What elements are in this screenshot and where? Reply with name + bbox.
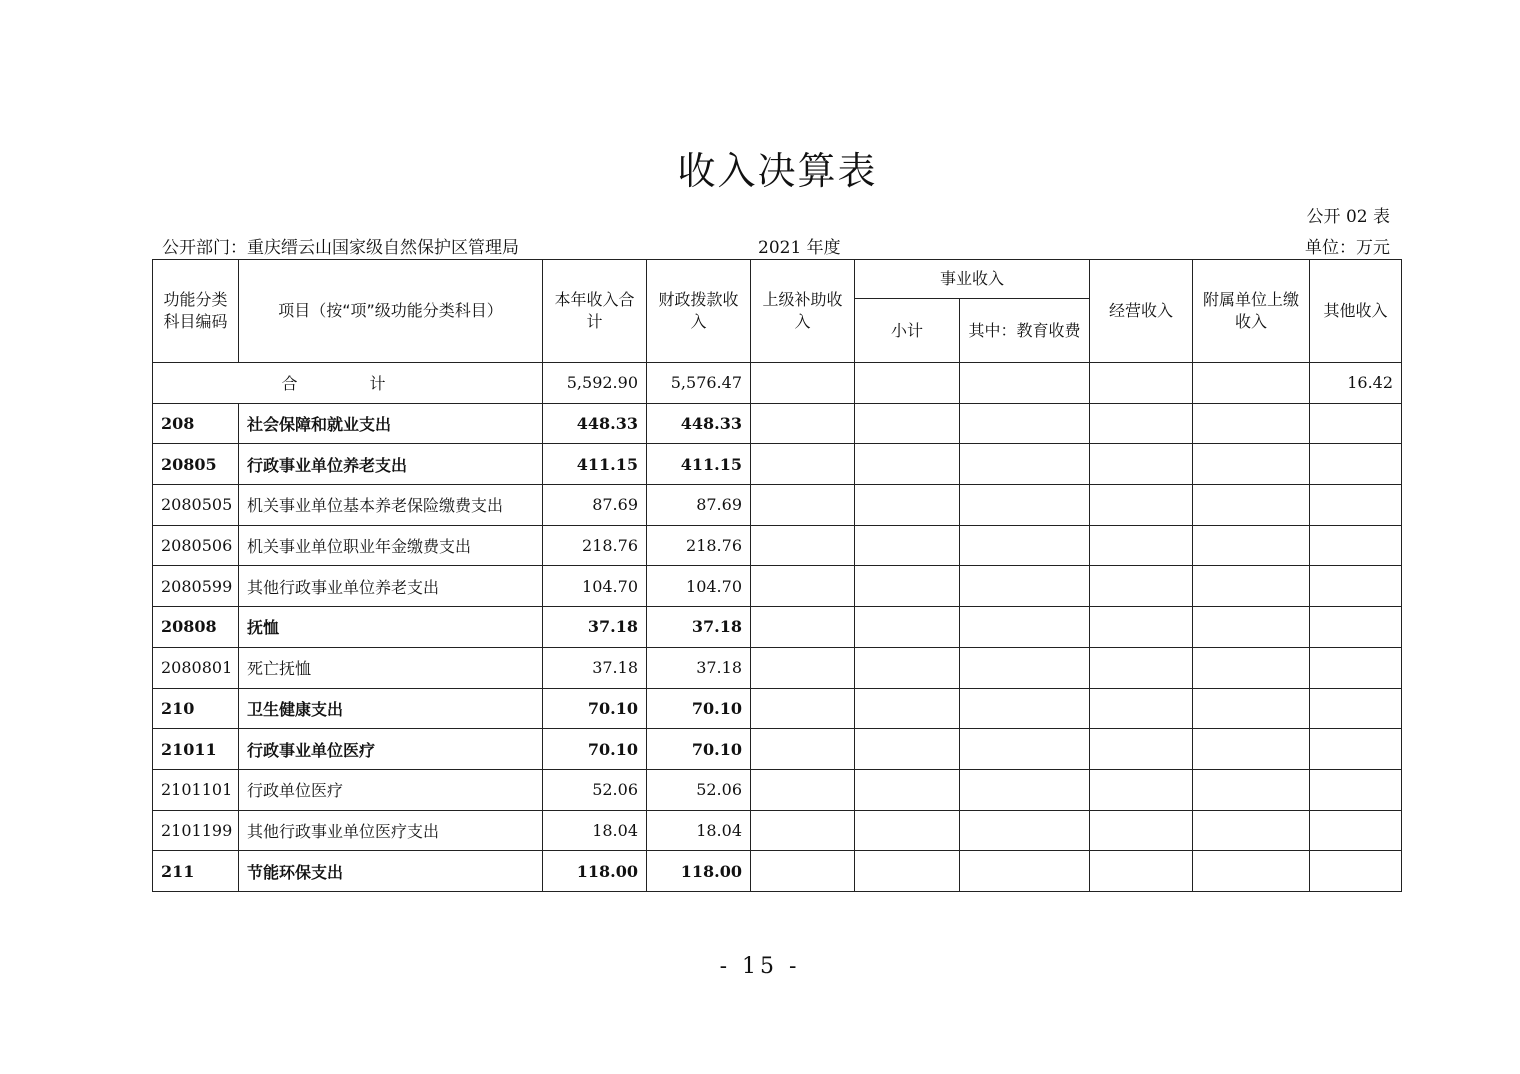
header-business-group: 事业收入: [855, 260, 1090, 299]
operating-cell: [1090, 607, 1193, 648]
total-cell: 448.33: [543, 403, 647, 444]
superior-cell: [751, 729, 855, 770]
total-cell-affiliated: [1193, 363, 1310, 404]
total-cell-superior: [751, 363, 855, 404]
operating-cell: [1090, 444, 1193, 485]
other-cell: [1310, 566, 1402, 607]
business-subtotal-cell: [855, 769, 960, 810]
fiscal-cell: 118.00: [647, 851, 751, 892]
total-cell: 118.00: [543, 851, 647, 892]
header-superior: 上级补助收入: [751, 260, 855, 363]
operating-cell: [1090, 403, 1193, 444]
fiscal-cell: 87.69: [647, 485, 751, 526]
fiscal-cell: 70.10: [647, 688, 751, 729]
fiscal-cell: 70.10: [647, 729, 751, 770]
other-cell: [1310, 525, 1402, 566]
business-edu-cell: [960, 485, 1090, 526]
affiliated-cell: [1193, 485, 1310, 526]
superior-cell: [751, 810, 855, 851]
business-edu-cell: [960, 729, 1090, 770]
total-cell: 104.70: [543, 566, 647, 607]
affiliated-cell: [1193, 444, 1310, 485]
business-subtotal-cell: [855, 607, 960, 648]
superior-cell: [751, 444, 855, 485]
table-row: [153, 769, 1402, 810]
item-name-cell: 行政事业单位养老支出: [239, 444, 543, 485]
header-other: 其他收入: [1310, 260, 1402, 363]
item-name-cell: 社会保障和就业支出: [239, 403, 543, 444]
business-edu-cell: [960, 647, 1090, 688]
total-label: 合 计: [153, 363, 543, 404]
total-cell: 70.10: [543, 688, 647, 729]
other-cell: [1310, 769, 1402, 810]
other-cell: [1310, 403, 1402, 444]
code-cell: 2080599: [153, 566, 239, 607]
table-row: [153, 810, 1402, 851]
affiliated-cell: [1193, 566, 1310, 607]
code-cell: 2080506: [153, 525, 239, 566]
affiliated-cell: [1193, 525, 1310, 566]
total-cell: 18.04: [543, 810, 647, 851]
business-edu-cell: [960, 403, 1090, 444]
superior-cell: [751, 525, 855, 566]
total-cell: 70.10: [543, 729, 647, 770]
code-cell: 20805: [153, 444, 239, 485]
other-cell: [1310, 810, 1402, 851]
item-name-cell: 卫生健康支出: [239, 688, 543, 729]
header-name: 项目（按“项”级功能分类科目）: [239, 260, 543, 363]
item-name-cell: 抚恤: [239, 607, 543, 648]
item-name-cell: 行政单位医疗: [239, 769, 543, 810]
business-subtotal-cell: [855, 525, 960, 566]
affiliated-cell: [1193, 851, 1310, 892]
business-subtotal-cell: [855, 566, 960, 607]
header-business-edu: 其中：教育收费: [960, 299, 1090, 363]
total-cell: 37.18: [543, 607, 647, 648]
other-cell: [1310, 485, 1402, 526]
business-edu-cell: [960, 769, 1090, 810]
superior-cell: [751, 607, 855, 648]
department-label: 公开部门：重庆缙云山国家级自然保护区管理局: [162, 238, 519, 258]
operating-cell: [1090, 647, 1193, 688]
table-row: [153, 403, 1402, 444]
unit-label: 单位：万元: [1305, 238, 1390, 258]
code-cell: 208: [153, 403, 239, 444]
fiscal-cell: 104.70: [647, 566, 751, 607]
code-cell: 2080801: [153, 647, 239, 688]
table-row: [153, 444, 1402, 485]
fiscal-cell: 37.18: [647, 647, 751, 688]
form-number: 公开 02 表: [1306, 207, 1390, 227]
item-name-cell: 其他行政事业单位医疗支出: [239, 810, 543, 851]
total-cell: 411.15: [543, 444, 647, 485]
total-cell: 218.76: [543, 525, 647, 566]
page-number: - 15 -: [719, 954, 801, 979]
other-cell: [1310, 444, 1402, 485]
meta-row: [162, 233, 1390, 257]
other-cell: [1310, 729, 1402, 770]
business-edu-cell: [960, 851, 1090, 892]
table-row: [153, 688, 1402, 729]
total-cell-other: 16.42: [1310, 363, 1402, 404]
operating-cell: [1090, 566, 1193, 607]
item-name-cell: 机关事业单位职业年金缴费支出: [239, 525, 543, 566]
table-row: [153, 647, 1402, 688]
operating-cell: [1090, 688, 1193, 729]
business-subtotal-cell: [855, 688, 960, 729]
code-cell: 211: [153, 851, 239, 892]
superior-cell: [751, 769, 855, 810]
table-row: [153, 525, 1402, 566]
superior-cell: [751, 647, 855, 688]
item-name-cell: 其他行政事业单位养老支出: [239, 566, 543, 607]
fiscal-cell: 52.06: [647, 769, 751, 810]
operating-cell: [1090, 851, 1193, 892]
total-cell-operating: [1090, 363, 1193, 404]
fiscal-year: 2021 年度: [758, 238, 841, 258]
other-cell: [1310, 851, 1402, 892]
code-cell: 20808: [153, 607, 239, 648]
table-row: [153, 566, 1402, 607]
affiliated-cell: [1193, 688, 1310, 729]
operating-cell: [1090, 485, 1193, 526]
header-business-subtotal: 小计: [855, 299, 960, 363]
affiliated-cell: [1193, 403, 1310, 444]
business-subtotal-cell: [855, 403, 960, 444]
operating-cell: [1090, 769, 1193, 810]
total-cell-fiscal: 5,576.47: [647, 363, 751, 404]
page-title: 收入决算表: [677, 149, 878, 193]
business-subtotal-cell: [855, 485, 960, 526]
income-table: [152, 259, 1402, 892]
header-operating: 经营收入: [1090, 260, 1193, 363]
fiscal-cell: 411.15: [647, 444, 751, 485]
header-total: 本年收入合计: [543, 260, 647, 363]
header-fiscal: 财政拨款收入: [647, 260, 751, 363]
code-cell: 2101101: [153, 769, 239, 810]
total-cell: 52.06: [543, 769, 647, 810]
operating-cell: [1090, 810, 1193, 851]
affiliated-cell: [1193, 769, 1310, 810]
business-subtotal-cell: [855, 851, 960, 892]
item-name-cell: 机关事业单位基本养老保险缴费支出: [239, 485, 543, 526]
table-row: [153, 607, 1402, 648]
fiscal-cell: 18.04: [647, 810, 751, 851]
table-row: [153, 485, 1402, 526]
business-edu-cell: [960, 566, 1090, 607]
business-subtotal-cell: [855, 647, 960, 688]
business-edu-cell: [960, 525, 1090, 566]
item-name-cell: 节能环保支出: [239, 851, 543, 892]
table-row: [153, 729, 1402, 770]
superior-cell: [751, 566, 855, 607]
fiscal-cell: 448.33: [647, 403, 751, 444]
total-cell: 87.69: [543, 485, 647, 526]
total-cell-business-subtotal: [855, 363, 960, 404]
code-cell: 21011: [153, 729, 239, 770]
business-subtotal-cell: [855, 444, 960, 485]
affiliated-cell: [1193, 647, 1310, 688]
superior-cell: [751, 485, 855, 526]
superior-cell: [751, 403, 855, 444]
business-edu-cell: [960, 444, 1090, 485]
other-cell: [1310, 688, 1402, 729]
item-name-cell: 死亡抚恤: [239, 647, 543, 688]
total-row: [153, 363, 1402, 404]
code-cell: 2080505: [153, 485, 239, 526]
fiscal-cell: 37.18: [647, 607, 751, 648]
header-affiliated: 附属单位上缴收入: [1193, 260, 1310, 363]
item-name-cell: 行政事业单位医疗: [239, 729, 543, 770]
superior-cell: [751, 688, 855, 729]
fiscal-cell: 218.76: [647, 525, 751, 566]
business-subtotal-cell: [855, 729, 960, 770]
affiliated-cell: [1193, 810, 1310, 851]
affiliated-cell: [1193, 607, 1310, 648]
affiliated-cell: [1193, 729, 1310, 770]
operating-cell: [1090, 729, 1193, 770]
table-row: [153, 851, 1402, 892]
business-edu-cell: [960, 607, 1090, 648]
code-cell: 210: [153, 688, 239, 729]
business-subtotal-cell: [855, 810, 960, 851]
business-edu-cell: [960, 688, 1090, 729]
other-cell: [1310, 607, 1402, 648]
total-cell-business-edu: [960, 363, 1090, 404]
header-code: 功能分类科目编码: [153, 260, 239, 363]
superior-cell: [751, 851, 855, 892]
total-cell: 37.18: [543, 647, 647, 688]
total-cell-total: 5,592.90: [543, 363, 647, 404]
business-edu-cell: [960, 810, 1090, 851]
operating-cell: [1090, 525, 1193, 566]
other-cell: [1310, 647, 1402, 688]
code-cell: 2101199: [153, 810, 239, 851]
